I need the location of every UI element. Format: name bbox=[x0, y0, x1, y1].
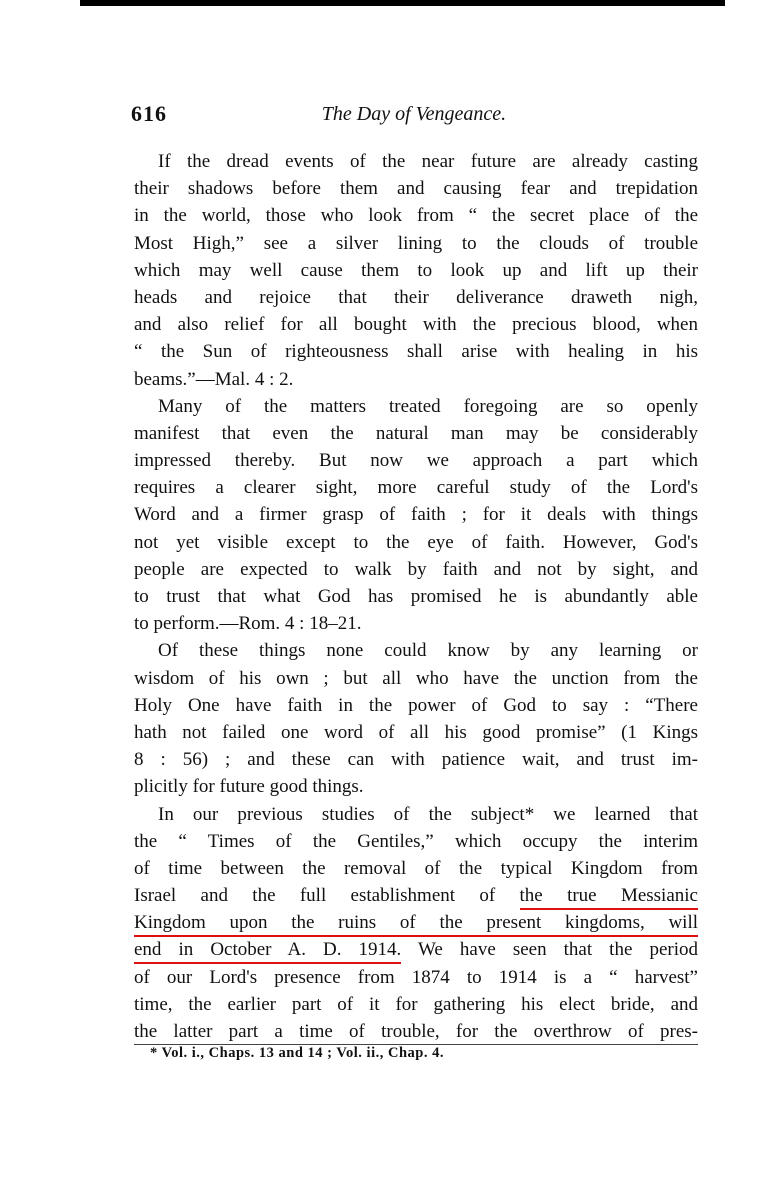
text-line: beams.”—Mal. 4 : 2. bbox=[134, 368, 294, 390]
text-line: not yet visible except to the eye of faith. However, God's bbox=[134, 531, 698, 553]
highlighted-text: Kingdom upon the ruins of the present kingdoms, will bbox=[134, 912, 698, 937]
page-header bbox=[131, 101, 697, 131]
text-line: of our Lord's presence from 1874 to 1914 is a “ harvest” bbox=[134, 966, 698, 988]
paragraph-4 bbox=[134, 801, 698, 1046]
text-line: requires a clearer sight, more careful study of the Lord's bbox=[134, 477, 698, 499]
text-line: plicitly for future good things. bbox=[134, 776, 364, 798]
top-rule bbox=[80, 0, 725, 6]
text-line: If the dread events of the near future are already casting bbox=[158, 151, 698, 172]
paragraph-1 bbox=[134, 148, 698, 393]
text-line: Most High,” see a silver lining to the clouds of trouble bbox=[134, 232, 698, 254]
text-line bbox=[134, 936, 698, 963]
text-line: the “ Times of the Gentiles,” which occupy the interim bbox=[134, 830, 698, 852]
text-line: impressed thereby. But now we approach a part which bbox=[134, 450, 698, 472]
text-line: their shadows before them and causing fear and trepidation bbox=[134, 178, 698, 200]
paragraph-2 bbox=[134, 393, 698, 638]
text-line bbox=[134, 909, 698, 936]
running-title: The Day of Vengeance. bbox=[321, 103, 507, 125]
text-line: Holy One have faith in the power of God to say : “There bbox=[134, 694, 698, 716]
text-line: in the world, those who look from “ the secret place of the bbox=[134, 205, 698, 227]
text-line: 8 : 56) ; and these can with patience wait, and trust im- bbox=[134, 749, 698, 771]
text-line: Of these things none could know by any learning or bbox=[158, 640, 698, 662]
text-line: Word and a firmer grasp of faith ; for it deals with things bbox=[134, 504, 698, 526]
text-line: which may well cause them to look up and lift up their bbox=[134, 259, 698, 281]
text-line: of time between the removal of the typical Kingdom from bbox=[134, 857, 698, 879]
page-number: 616 bbox=[131, 101, 167, 126]
text-span: We have seen that the period bbox=[401, 939, 698, 961]
text-line: to trust that what God has promised he is abundantly able bbox=[134, 586, 698, 607]
text-line: to perform.—Rom. 4 : 18–21. bbox=[134, 613, 362, 635]
highlighted-text: end in October A. D. 1914. bbox=[134, 939, 401, 964]
highlighted-text: the true Messianic bbox=[520, 885, 698, 910]
text-line: “ the Sun of righteousness shall arise with healing in his bbox=[134, 341, 698, 363]
text-line: hath not failed one word of all his good promise” (1 Kings bbox=[134, 721, 698, 743]
footnote: * Vol. i., Chaps. 13 and 14 ; Vol. ii., Chap. 4. bbox=[150, 1045, 444, 1061]
text-line: the latter part a time of trouble, for the overthrow of pres- bbox=[134, 1021, 698, 1042]
text-line: In our previous studies of the subject* we learned that bbox=[158, 803, 698, 825]
text-line: wisdom of his own ; but all who have the unction from the bbox=[134, 667, 698, 689]
page-body bbox=[134, 148, 698, 1045]
text-line: time, the earlier part of it for gathering his elect bride, and bbox=[134, 993, 698, 1015]
text-line: people are expected to walk by faith and not by sight, and bbox=[134, 558, 698, 580]
text-line: heads and rejoice that their deliverance draweth nigh, bbox=[134, 286, 698, 308]
text-line bbox=[134, 882, 698, 909]
paragraph-3 bbox=[134, 637, 698, 800]
text-span: Israel and the full establishment of bbox=[134, 885, 520, 907]
text-line: manifest that even the natural man may be considerably bbox=[134, 422, 698, 444]
text-line: Many of the matters treated foregoing are so openly bbox=[158, 395, 698, 417]
text-line: and also relief for all bought with the precious blood, when bbox=[134, 314, 698, 336]
